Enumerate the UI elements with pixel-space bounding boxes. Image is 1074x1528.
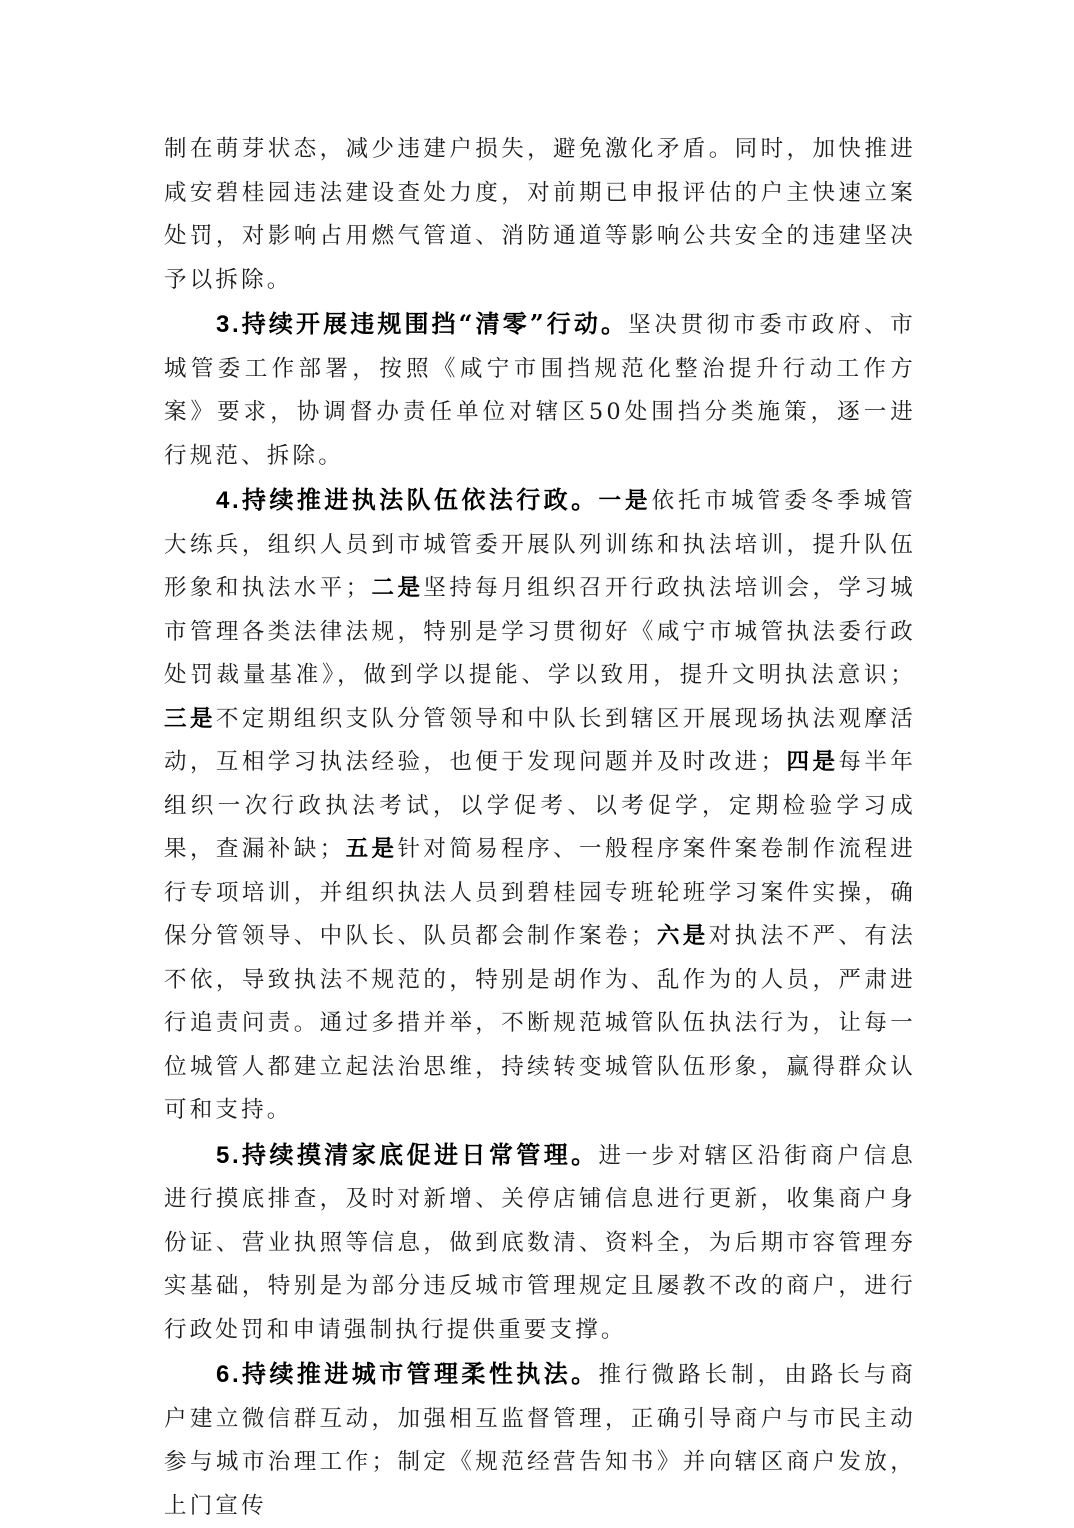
ordinal-marker: 四是 [786,749,839,775]
paragraph-item-6 [164,1352,916,1528]
ordinal-marker: 三是 [164,705,216,732]
item-heading-text: 持续推进城市管理柔性执法。 [241,1359,599,1388]
item-number: 5. [216,1141,242,1169]
ordinal-marker: 一是 [598,488,652,514]
item-number: 3. [216,311,242,338]
item-heading-text: 持续开展违规围挡“清零”行动。 [241,309,629,338]
paragraph-continuation [164,128,916,302]
item-heading [216,1140,599,1169]
item-heading [216,1359,599,1388]
item-heading [216,485,599,514]
item-heading [216,309,628,338]
item-number: 4. [216,487,242,514]
paragraph-text: 对执法不严、有法不依，导致执法不规范的，特别是胡作为、乱作为的人员，严肃进行追责问责。通过多措并举，不断规范城管队伍执法行为，让每一位城管人都建立起法治思维，持续转变城管队伍形象，赢得群众认可和支持。 [164,923,916,1123]
paragraph-text: 依托市城管委冬季城管大练兵，组织人员到市城管委开展队列训练和执法培训，提升队伍形象和执法水平； [164,488,916,601]
ordinal-marker: 五是 [345,836,398,862]
paragraph-text: 制在萌芽状态，减少违建户损失，避免激化矛盾。同时，加快推进咸安碧桂园违法建设查处力度，对前期已申报评估的户主快速立案处罚，对影响占用燃气管道、消防通道等影响公共安全的违建坚决予以拆除。 [164,136,916,293]
paragraph-text: 坚决贯彻市委市政府、市城管委工作部署，按照《咸宁市围挡规范化整治提升行动工作方案》要求，协调督办责任单位对辖区50处围挡分类施策，逐一进行规范、拆除。 [164,312,917,469]
paragraph-item-3 [164,302,916,478]
paragraph-item-5 [164,1133,916,1353]
paragraph-text: 推行微路长制，由路长与商户建立微信群互动，加强相互监督管理，正确引导商户与市民主动参与城市治理工作；制定《规范经营告知书》并向辖区商户发放，上门宣传 [164,1362,916,1519]
item-heading-text: 持续推进执法队伍依法行政。 [241,485,599,514]
paragraph-item-4 [164,478,916,1133]
item-number: 6. [216,1361,242,1388]
ordinal-marker: 六是 [656,923,709,949]
ordinal-marker: 二是 [371,575,424,601]
paragraph-text: 每半年组织一次行政执法考试，以学促考、以考促学，定期检验学习成果，查漏补缺； [164,749,916,862]
paragraph-text: 针对简易程序、一般程序案件案卷制作流程进行专项培训，并组织执法人员到碧桂园专班轮班学习案件实操，确保分管领导、中队长、队员都会制作案卷； [164,836,916,949]
paragraph-text: 进一步对辖区沿街商户信息进行摸底排查，及时对新增、关停店铺信息进行更新，收集商户身份证、营业执照等信息，做到底数清、资料全，为后期市容管理夯实基础，特别是为部分违反城市管理规定且屡教不改的商户，进行行政处罚和申请强制执行提供重要支撑。 [164,1142,916,1343]
paragraph-text: 坚持每月组织召开行政执法培训会，学习城市管理各类法律法规，特别是学习贯彻好《咸宁市城管执法委行政处罚裁量基准》，做到学以提能、学以致用，提升文明执法意识； [164,575,916,688]
paragraph-text: 不定期组织支队分管领导和中队长到辖区开展现场执法观摩活动，互相学习执法经验，也便于发现问题并及时改进； [164,705,917,775]
item-heading-text: 持续摸清家底促进日常管理。 [241,1139,599,1169]
